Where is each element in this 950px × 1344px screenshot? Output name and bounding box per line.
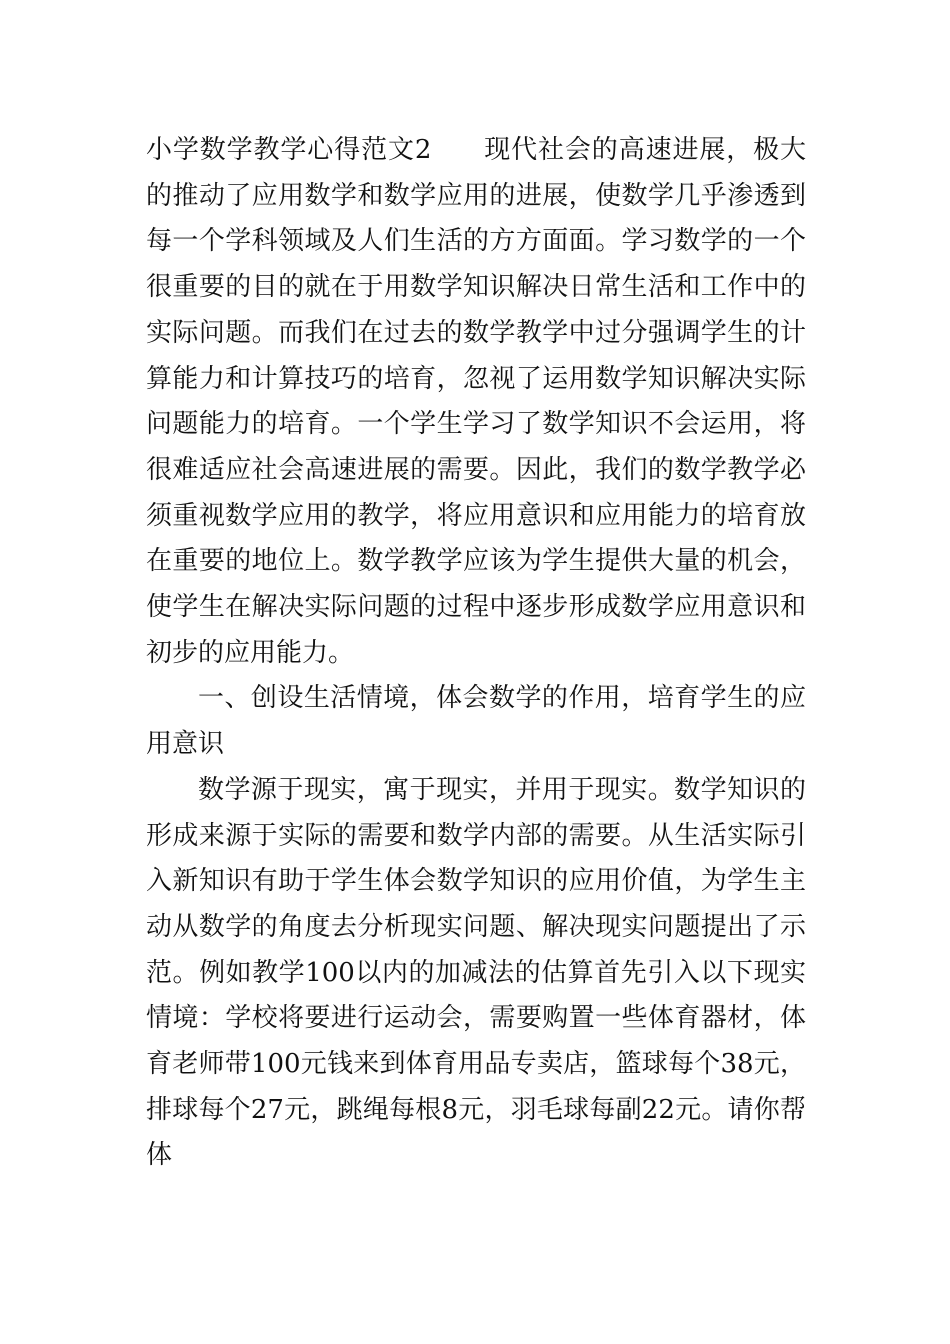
document-title: 小学数学教学心得范文2 bbox=[146, 135, 432, 165]
intro-paragraph bbox=[146, 128, 806, 676]
section-heading: 一、创设生活情境，体会数学的作用，培育学生的应用意识 bbox=[146, 683, 806, 760]
document-page bbox=[146, 128, 806, 1179]
intro-paragraph-text: 现代社会的高速进展，极大的推动了应用数学和数学应用的进展，使数学几乎渗透到每一个学科领域及人们生活的方方面面。学习数学的一个很重要的目的就在于用数学知识解决日常生活和工作中的实际问题。而我们在过去的数学教学中过分强调学生的计算能力和计算技巧的培育，忽视了运用数学知识解决实际问题能力的培育。一个学生学习了数学知识不会运用，将很难适应社会高速进展的需要。因此，我们的数学教学必须重视数学应用的教学，将应用意识和应用能力的培育放在重要的地位上。数学教学应该为学生提供大量的机会，使学生在解决实际问题的过程中逐步形成数学应用意识和初步的应用能力。 bbox=[146, 135, 806, 668]
body-paragraph: 数学源于现实，寓于现实，并用于现实。数学知识的形成来源于实际的需要和数学内部的需要。从生活实际引入新知识有助于学生体会数学知识的应用价值，为学生主动从数学的角度去分析现实问题、解决现实问题提出了示范。例如教学100以内的加减法的估算首先引入以下现实情境：学校将要进行运动会，需要购置一些体育器材，体育老师带100元钱来到体育用品专卖店，篮球每个38元，排球每个27元，跳绳每根8元，羽毛球每副22元。请你帮体 bbox=[146, 774, 806, 1171]
